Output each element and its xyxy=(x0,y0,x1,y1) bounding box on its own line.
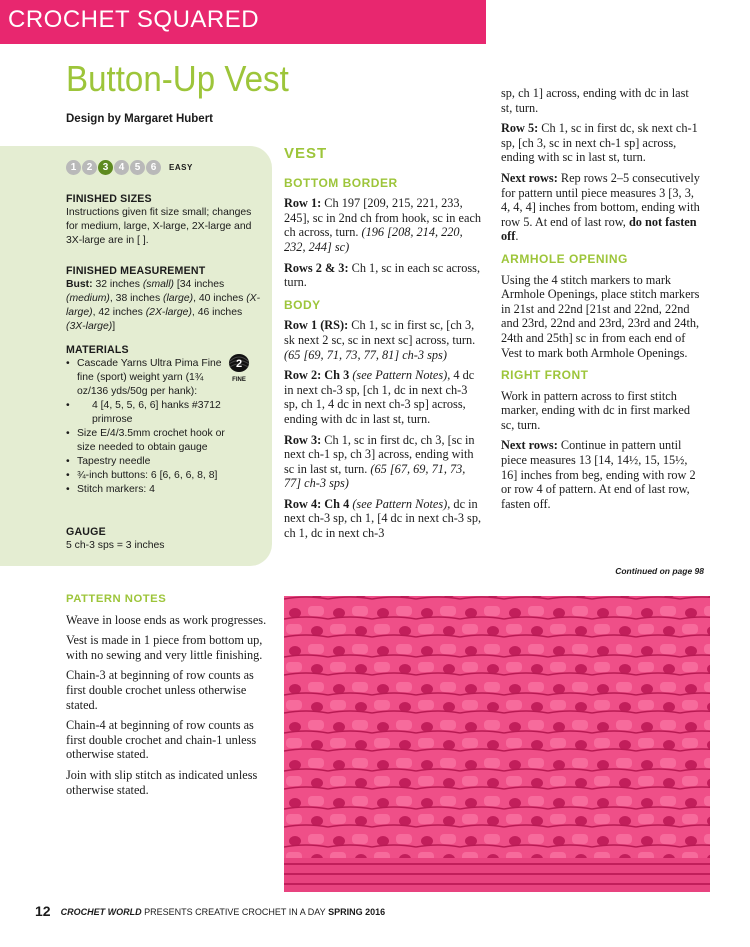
materials-hook: • Size E/4/3.5mm crochet hook or size needed to obtain gauge xyxy=(66,427,226,455)
pattern-title: Button-Up Vest xyxy=(66,58,289,99)
vest-column xyxy=(284,147,484,547)
page-footer xyxy=(35,903,385,919)
pattern-notes-heading: PATTERN NOTES xyxy=(66,593,167,605)
materials-section xyxy=(66,343,226,497)
body-row-3: Row 3: Ch 1, sc in first dc, ch 3, [sc in next ch-1 sp, ch 3] across, ending with sc in last st, turn. (65 [67, 69, 71, 73, 77] ch-3 sps) xyxy=(284,432,475,491)
materials-needle: • Tapestry needle xyxy=(66,455,226,469)
difficulty-level-6: 6 xyxy=(146,160,161,175)
footer-issue: SPRING 2016 xyxy=(325,907,386,917)
pattern-note: Weave in loose ends as work progresses. xyxy=(66,612,267,627)
crochet-swatch-image xyxy=(284,596,710,892)
section-title: CROCHET SQUARED xyxy=(8,6,260,33)
footer-presents: PRESENTS xyxy=(141,907,196,917)
difficulty-level-5: 5 xyxy=(130,160,145,175)
difficulty-level-2: 2 xyxy=(82,160,97,175)
magazine-name: CROCHET WORLD xyxy=(60,907,142,917)
footer-book-title: CREATIVE CROCHET IN A DAY xyxy=(195,907,326,917)
section-header-bar xyxy=(0,0,486,44)
finished-measurement-text: Bust: 32 inches (small) [34 inches (medium), 38 inches (large), 40 inches (X-large), 42 inches (2X-large), 46 inches (3X-large)] xyxy=(66,279,261,332)
vest-heading: VEST xyxy=(284,145,328,162)
materials-hanks: • 4 [4, 5, 5, 6, 6] hanks #3712 primrose xyxy=(66,399,226,427)
body-row-2: Row 2: Ch 3 (see Pattern Notes), 4 dc in next ch-3 sp, [ch 1, dc in next ch-3 sp, ch 1, 4 dc in next ch-3 sp] across, ending with dc in last st, turn. xyxy=(284,368,475,426)
materials-buttons: • ¾-inch buttons: 6 [6, 6, 6, 8, 8] xyxy=(66,469,226,483)
yarn-weight-number: 2 xyxy=(235,358,243,370)
page-number: 12 xyxy=(35,903,51,919)
difficulty-label: EASY xyxy=(169,163,193,172)
gauge-text: 5 ch-3 sps = 3 inches xyxy=(66,540,165,551)
right-column xyxy=(501,86,701,517)
byline-prefix: Design by xyxy=(66,113,121,125)
yarn-weight-icon xyxy=(228,353,250,383)
materials-yarn: • Cascade Yarns Ultra Pima Fine fine (sport) weight yarn (1¾ oz/136 yds/50g per hank): xyxy=(66,357,226,399)
pattern-note: Vest is made in 1 piece from bottom up, with no sewing and very little finishing. xyxy=(66,633,263,662)
materials-heading: MATERIALS xyxy=(66,344,129,356)
materials-list xyxy=(66,357,226,497)
body-row-5: Row 5: Ch 1, sc in first dc, sk next ch-1 sp, [ch 3, sc in next ch-1 sp] across, ending with sc in last st, turn. xyxy=(501,121,698,165)
stitch-swatch-photo xyxy=(284,596,710,892)
gauge-heading: GAUGE xyxy=(66,526,106,538)
continued-on-page: Continued on page 98 xyxy=(615,566,704,576)
finished-sizes-heading: FINISHED SIZES xyxy=(66,193,152,205)
finished-sizes-text: Instructions given fit size small; changes for medium, large, X-large, 2X-large and 3X-large are in [ ]. xyxy=(66,207,252,246)
designer-name: Margaret Hubert xyxy=(124,113,213,125)
pattern-note: Chain-4 at beginning of row counts as first double crochet and chain-1 unless otherwise stated. xyxy=(66,718,257,762)
body-row-1: Row 1 (RS): Ch 1, sc in first sc, [ch 3, sk next 2 sc, sc in next sc] across, turn. (65 [69, 71, 73, 77, 81] ch-3 sps) xyxy=(284,318,476,362)
materials-markers: • Stitch markers: 4 xyxy=(66,483,226,497)
pattern-note: Join with slip stitch as indicated unless otherwise stated. xyxy=(66,767,258,797)
finished-sizes-section xyxy=(66,192,262,248)
armhole-opening-heading: ARMHOLE OPENING xyxy=(501,251,628,266)
finished-measurement-section xyxy=(66,264,262,334)
next-rows: Next rows: Rep rows 2–5 consecutively for pattern until piece measures 3 [3, 3, 4, 4, 4] inches from bottom, ending with row 5. At end of last row, do not fasten off. xyxy=(501,170,700,244)
bottom-border-heading: BOTTOM BORDER xyxy=(284,175,398,190)
body-heading: BODY xyxy=(284,297,321,312)
armhole-opening-text: Using the 4 stitch markers to mark Armhole Openings, place stitch markers in 21st and 22nd [21st and 22nd, 22nd and 23rd, 22nd and 23rd, 23rd and 24th, 24th and 25th] sc in from each end of Vest to mark both Armhole Openings. xyxy=(501,272,700,360)
yarn-weight-label: FINE xyxy=(232,377,246,383)
difficulty-rating xyxy=(66,160,193,175)
row-4-continued: sp, ch 1] across, ending with dc in last st, turn. xyxy=(501,86,689,115)
bottom-border-rows-2-3: Rows 2 & 3: Ch 1, sc in each sc across, turn. xyxy=(284,260,481,290)
difficulty-level-1: 1 xyxy=(66,160,81,175)
byline xyxy=(66,113,213,125)
right-front-heading: RIGHT FRONT xyxy=(501,368,589,383)
right-front-next-rows: Next rows: Continue in pattern until piece measures 13 [14, 14½, 15, 15½, 16] inches from beg, ending with row 2 or row 4 of pattern. At end of last row, fasten off. xyxy=(501,438,696,511)
pattern-note: Chain-3 at beginning of row counts as first double crochet unless otherwise stated. xyxy=(66,668,254,712)
difficulty-level-4: 4 xyxy=(114,160,129,175)
finished-measurement-heading: FINISHED MEASUREMENT xyxy=(66,265,206,277)
pattern-notes-section xyxy=(66,592,271,803)
difficulty-level-3: 3 xyxy=(98,160,113,175)
body-row-4: Row 4: Ch 4 (see Pattern Notes), dc in next ch-3 sp, ch 1, [4 dc in next ch-3 sp, ch 1, dc in next ch-3 xyxy=(284,496,482,541)
gauge-section xyxy=(66,525,262,553)
bottom-border-row-1: Row 1: Ch 197 [209, 215, 221, 233, 245], sc in 2nd ch from hook, sc in each ch across, turn. (196 [208, 214, 220, 232, 244] sc) xyxy=(284,196,482,254)
right-front-text: Work in pattern across to first stitch marker, ending with dc in first marked sc, turn. xyxy=(501,388,691,432)
